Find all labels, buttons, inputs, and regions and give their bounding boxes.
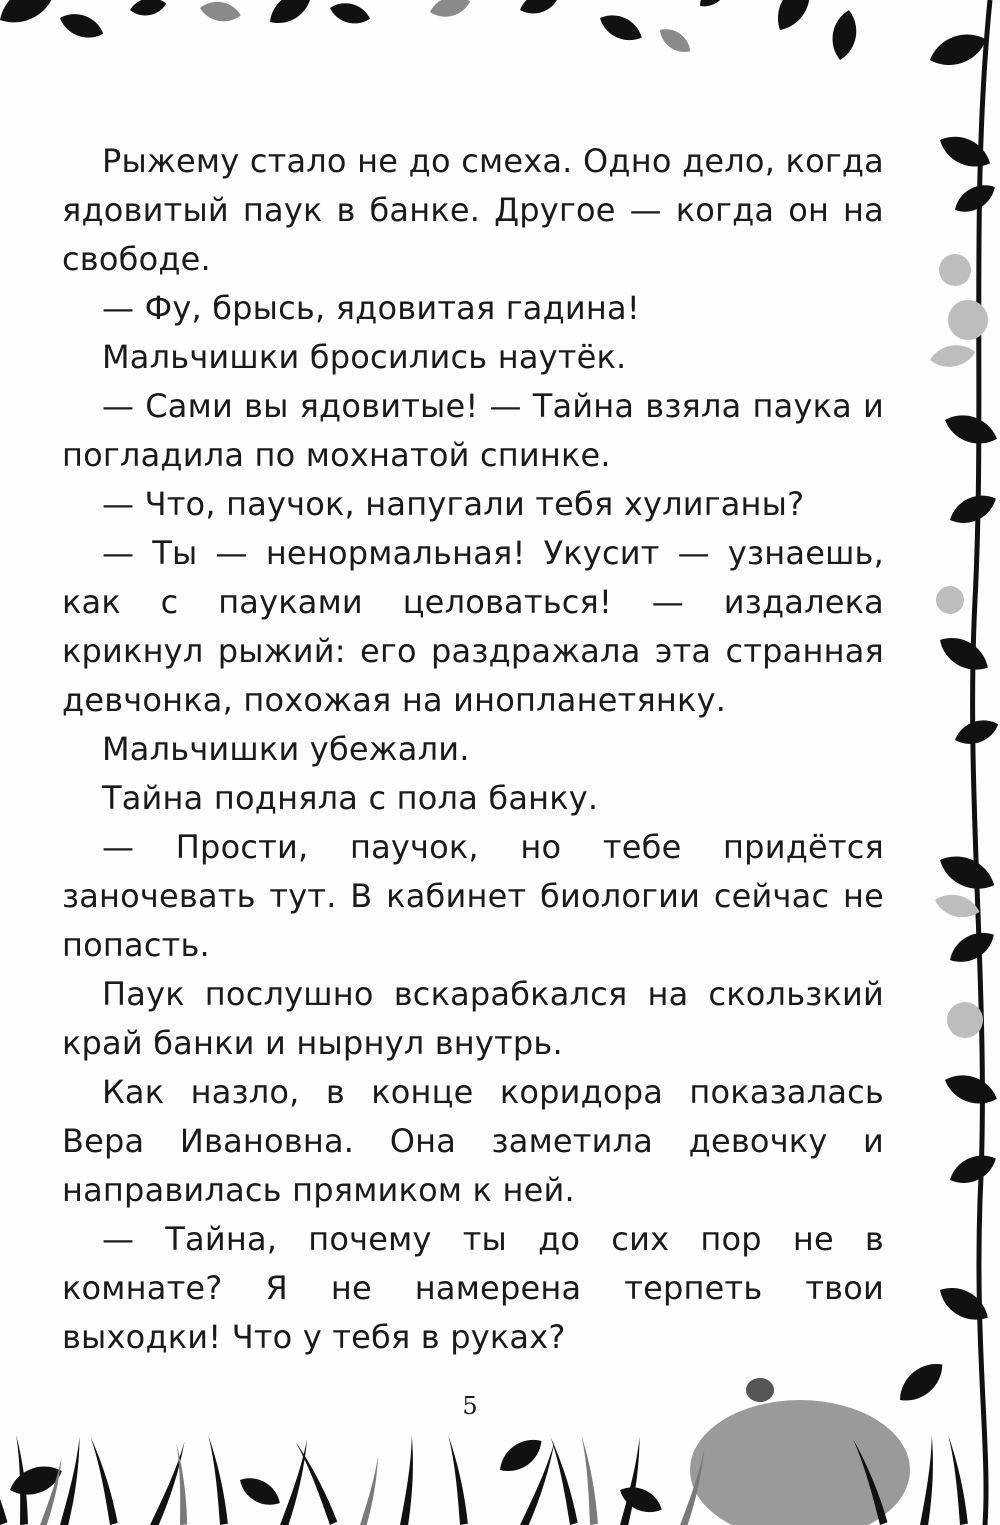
paragraph: — Тайна, почему ты до сих пор не в комнате? Я не намерена терпеть твои выходки! Что у тебя в руках? [62,1220,884,1356]
paragraph: — Что, паучок, напугали тебя хулиганы? [102,485,805,523]
paragraph: — Фу, брысь, ядовитая гадина! [102,289,640,327]
paragraph: — Сами вы ядовитые! — Тайна взяла паука и погладила по мохнатой спинке. [62,387,884,474]
paragraph: Тайна подняла с пола банку. [102,779,599,817]
paragraph: — Прости, паучок, но тебе придётся заночевать тут. В кабинет биологии сейчас не попасть. [62,828,884,964]
paragraph: — Ты — ненормальная! Укусит — узнаешь, как с пауками целоваться! — издалека крикнул рыжий: его раздражала эта странная девчонка, похожая на инопланетянку. [62,534,884,719]
page-number: 5 [462,1392,478,1420]
paragraph: Мальчишки убежали. [102,730,470,768]
body-text [62,137,884,1362]
paragraph: Мальчишки бросились наутёк. [102,338,627,376]
paragraph: Рыжему стало не до смеха. Одно дело, когда ядовитый паук в банке. Другое — когда он на свободе. [62,142,884,278]
paragraph: Как назло, в конце коридора показалась Вера Ивановна. Она заметила девочку и направилась прямиком к ней. [62,1073,884,1209]
paragraph: Паук послушно вскарабкался на скользкий край банки и нырнул внутрь. [62,975,884,1062]
